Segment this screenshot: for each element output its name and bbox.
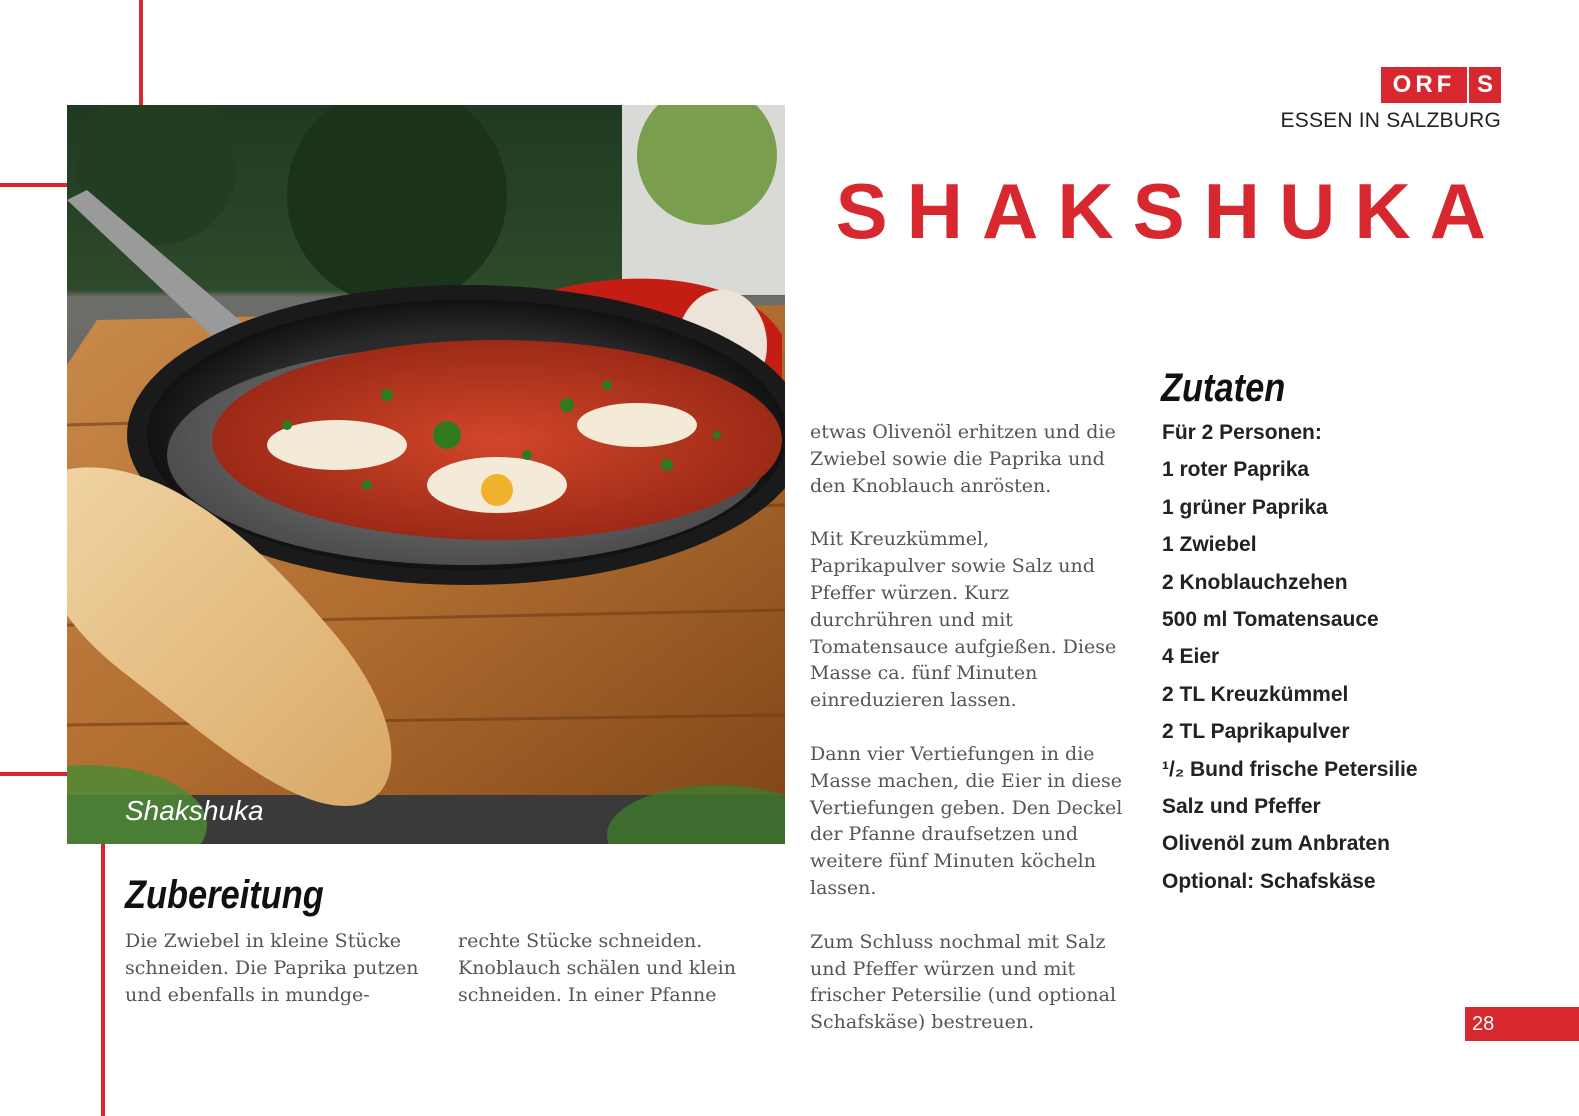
page-number: 28	[1465, 1007, 1579, 1041]
ingredient-item: ¹/₂ Bund frische Petersilie	[1162, 757, 1418, 781]
ingredient-item: Olivenöl zum Anbraten	[1162, 832, 1390, 856]
logo-orf: ORF	[1381, 67, 1467, 103]
ingredient-item: Salz und Pfeffer	[1162, 794, 1321, 818]
brand-subtitle: ESSEN IN SALZBURG	[1280, 109, 1501, 132]
logo-s: S	[1469, 67, 1501, 103]
ingredient-item: 2 TL Kreuzkümmel	[1162, 682, 1349, 706]
orf-s-logo	[1381, 67, 1501, 103]
ingredients-list	[1162, 420, 1418, 906]
ingredient-item: Für 2 Personen:	[1162, 421, 1322, 444]
preparation-heading: Zubereitung	[125, 873, 324, 917]
photo-caption: Shakshuka	[125, 795, 264, 826]
ingredients-heading: Zutaten	[1161, 366, 1286, 410]
ingredient-item: 1 grüner Paprika	[1162, 495, 1328, 519]
ingredient-item: 500 ml Tomatensauce	[1162, 607, 1379, 631]
preparation-step: etwas Olivenöl erhitzen und die Zwiebel sowie die Paprika und den Knoblauch anrösten.	[810, 421, 1116, 497]
preparation-col2	[458, 928, 763, 1035]
ingredient-item: Optional: Schafskäse	[1162, 869, 1376, 893]
recipe-title: SHAKSHUKA	[835, 167, 1505, 255]
preparation-col3	[810, 419, 1128, 1063]
ingredient-item: 1 Zwiebel	[1162, 533, 1257, 557]
ingredient-item: 4 Eier	[1162, 645, 1220, 669]
recipe-photo	[67, 105, 785, 844]
preparation-step: Zum Schluss nochmal mit Salz und Pfeffer würzen und mit frischer Petersilie (und optional Schafskäse) bestreuen.	[810, 930, 1117, 1034]
ingredient-item: 2 TL Paprikapulver	[1162, 720, 1350, 744]
ingredient-item: 2 Knoblauchzehen	[1162, 570, 1348, 594]
preparation-text-2: rechte Stücke schneiden. Knoblauch schälen und klein schneiden. In einer Pfanne	[458, 930, 736, 1006]
preparation-col1	[125, 928, 425, 1035]
ingredient-item: 1 roter Paprika	[1162, 458, 1310, 482]
preparation-text-1: Die Zwiebel in kleine Stücke schneiden. Die Paprika putzen und ebenfalls in mundge-	[125, 930, 419, 1006]
preparation-step: Dann vier Vertiefungen in die Masse machen, die Eier in diese Vertiefungen geben. Den Deckel der Pfanne draufsetzen und weitere fünf Minuten köcheln lassen.	[810, 742, 1123, 899]
preparation-step: Mit Kreuzkümmel, Paprikapulver sowie Salz und Pfeffer würzen. Kurz durchrühren und mit Tomatensauce aufgießen. Diese Masse ca. fünf Minuten einreduzieren lassen.	[810, 528, 1117, 712]
